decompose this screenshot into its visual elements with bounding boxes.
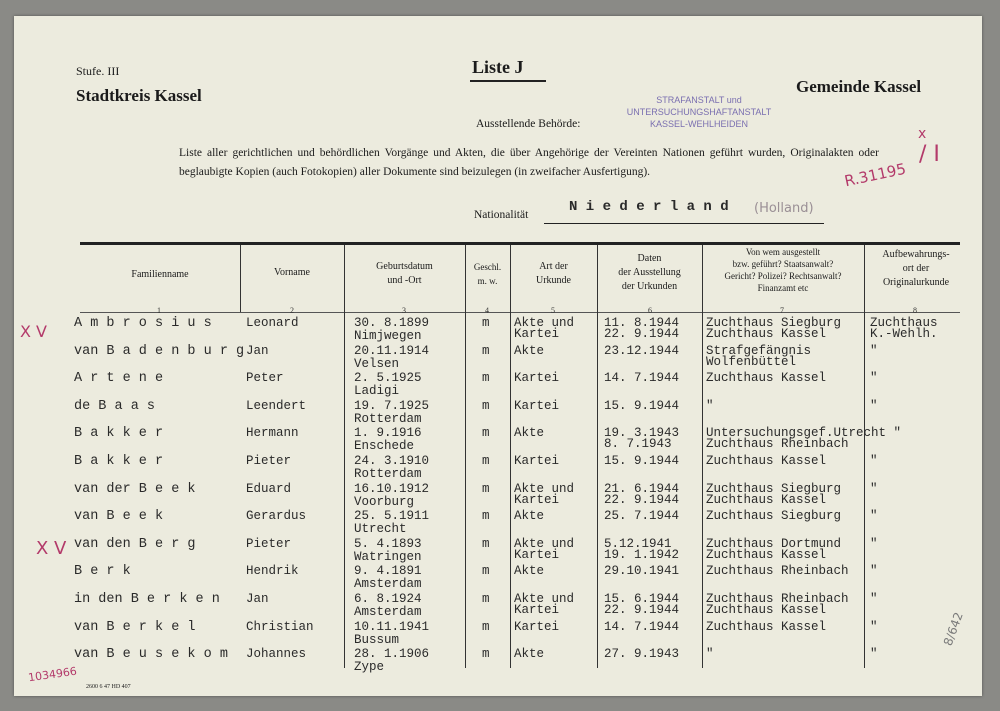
cell-doc1: Akte und bbox=[514, 316, 575, 330]
cell-date1: 15. 9.1944 bbox=[604, 454, 680, 468]
cell-storage: " bbox=[870, 592, 878, 606]
col-number: 2 bbox=[290, 306, 294, 315]
col-header-familienname: Familienname bbox=[131, 269, 189, 280]
cell-sex: m bbox=[482, 481, 490, 496]
cell-issuer2: Wolfenbüttel bbox=[706, 354, 797, 369]
col-divider bbox=[510, 245, 511, 668]
cell-issuer1: Zuchthaus Siegburg bbox=[706, 509, 842, 524]
cell-issuer2: Zuchthaus Kassel bbox=[706, 603, 827, 617]
stufe-label: Stufe. III bbox=[76, 64, 120, 78]
cell-storage: " bbox=[870, 564, 878, 579]
cell-date2: 22. 9.1944 bbox=[604, 492, 680, 507]
behoerde-label: Ausstellende Behörde: bbox=[476, 118, 581, 130]
cell-issuer2: Zuchthaus Kassel bbox=[706, 327, 827, 341]
cell-date1: 5.12.1941 bbox=[604, 536, 672, 551]
cell-sex: m bbox=[482, 619, 490, 634]
cell-sex: m bbox=[482, 536, 490, 551]
cell-date1: 21. 6.1944 bbox=[604, 481, 680, 496]
col-number: 6 bbox=[648, 306, 652, 315]
col-number: 4 bbox=[485, 306, 489, 315]
cell-birth-place: Amsterdam bbox=[354, 577, 422, 592]
cell-birth-place: Enschede bbox=[354, 439, 415, 454]
col-divider bbox=[702, 245, 703, 668]
cell-first: Pieter bbox=[246, 536, 292, 551]
cell-birth-date: 28. 1.1906 bbox=[354, 647, 430, 662]
table-top-rule bbox=[80, 242, 960, 245]
cell-family: B a k k e r bbox=[74, 426, 164, 442]
cell-issuer1: Zuchthaus Siegburg bbox=[706, 316, 842, 330]
cell-storage: " bbox=[870, 398, 878, 413]
cell-birth-place: Nimjwegen bbox=[354, 329, 422, 343]
cell-issuer1: Zuchthaus Kassel bbox=[706, 454, 827, 468]
print-footer: 2600 6 47 HD 407 bbox=[86, 684, 131, 690]
cell-date1: 11. 8.1944 bbox=[604, 316, 680, 330]
cell-birth-place: Zype bbox=[354, 660, 385, 675]
header-bottom-rule bbox=[80, 312, 960, 313]
document-title: Liste J bbox=[472, 57, 524, 77]
cell-first: Hendrik bbox=[246, 564, 299, 579]
cell-birth-place: Rotterdam bbox=[354, 467, 422, 481]
cell-date1: 25. 7.1944 bbox=[604, 509, 680, 524]
cell-date1: 14. 7.1944 bbox=[604, 619, 680, 634]
cell-doc2: Kartei bbox=[514, 603, 560, 617]
cell-issuer1: Zuchthaus Siegburg bbox=[706, 481, 842, 496]
cell-birth-place: Amsterdam bbox=[354, 605, 422, 619]
nationality-value: N i e d e r l a n d bbox=[569, 199, 729, 215]
cell-birth-date: 2. 5.1925 bbox=[354, 371, 422, 386]
cell-birth-place: Bussum bbox=[354, 632, 400, 647]
cell-sex: m bbox=[482, 564, 490, 579]
cell-first: Leonard bbox=[246, 316, 299, 330]
cell-first: Gerardus bbox=[246, 509, 307, 524]
cell-storage: " bbox=[870, 371, 878, 386]
cell-date1: 19. 3.1943 bbox=[604, 426, 680, 441]
list-description: Liste aller gerichtlichen und behördlichen Vorgänge und Akten, die über Angehörige der Vereinten Nationen geführt wurden, Originalakten oder beglaubigte Kopien (auch Fotokopien) aller Dokumente sind beizulegen (in zweifacher Ausfertigung). bbox=[179, 147, 879, 178]
nationality-note: (Holland) bbox=[754, 201, 814, 216]
cell-storage2: K.-Wehlh. bbox=[870, 327, 938, 341]
margin-check-mark: X V bbox=[20, 322, 47, 341]
col-number: 1 bbox=[157, 306, 161, 315]
cell-sex: m bbox=[482, 398, 490, 413]
cell-birth-date: 9. 4.1891 bbox=[354, 564, 422, 579]
cell-birth-date: 1. 9.1916 bbox=[354, 426, 422, 441]
cell-date2: 22. 9.1944 bbox=[604, 327, 680, 341]
cell-date2: 19. 1.1942 bbox=[604, 547, 680, 562]
cell-storage: " bbox=[870, 481, 878, 496]
cell-storage: " bbox=[870, 619, 878, 634]
col-number: 7 bbox=[780, 306, 784, 315]
cell-date2: 22. 9.1944 bbox=[604, 603, 680, 617]
cell-family: van B e r k e l bbox=[74, 619, 196, 635]
cell-birth-date: 25. 5.1911 bbox=[354, 509, 430, 524]
cell-family: de B a a s bbox=[74, 398, 156, 414]
cell-birth-place: Utrecht bbox=[354, 522, 407, 537]
cell-family: van den B e r g bbox=[74, 536, 196, 552]
cell-doc1: Akte bbox=[514, 426, 545, 441]
cell-doc1: Akte und bbox=[514, 592, 575, 606]
cell-doc1: Akte bbox=[514, 647, 545, 662]
cell-first: Jan bbox=[246, 343, 269, 358]
cell-doc2: Kartei bbox=[514, 492, 560, 507]
cell-birth-place: Ladigi bbox=[354, 384, 400, 399]
cell-family: B e r k bbox=[74, 564, 131, 580]
cell-family: van B e e k bbox=[74, 509, 164, 525]
col-header-aufbewahrung: Aufbewahrungs- ort der Originalurkunde bbox=[882, 249, 950, 288]
cell-storage: " bbox=[870, 343, 878, 358]
cell-date1: 27. 9.1943 bbox=[604, 647, 680, 662]
cell-sex: m bbox=[482, 509, 490, 524]
stamp-line-2: UNTERSUCHUNGSHAFTANSTALT bbox=[626, 107, 772, 117]
stamp-line-1: STRAFANSTALT und bbox=[656, 95, 742, 105]
cell-sex: m bbox=[482, 426, 490, 441]
col-header-vorname: Vorname bbox=[274, 267, 310, 278]
cell-issuer1: " bbox=[706, 647, 714, 662]
cell-birth-place: Watringen bbox=[354, 549, 422, 564]
cell-issuer1: " bbox=[706, 398, 714, 413]
cell-family: in den B e r k e n bbox=[74, 592, 220, 607]
cell-birth-date: 30. 8.1899 bbox=[354, 316, 430, 330]
cell-issuer1: Zuchthaus Kassel bbox=[706, 619, 827, 634]
reference-x-mark: x bbox=[918, 126, 927, 142]
cell-issuer1: Strafgefängnis bbox=[706, 343, 812, 358]
cell-storage: " bbox=[870, 647, 878, 662]
cell-doc1: Kartei bbox=[514, 454, 560, 468]
nationality-underline bbox=[544, 223, 824, 224]
cell-date1: 29.10.1941 bbox=[604, 564, 680, 579]
cell-sex: m bbox=[482, 647, 490, 662]
cell-doc2: Kartei bbox=[514, 327, 560, 341]
cell-first: Pieter bbox=[246, 454, 292, 468]
col-header-aussteller: Von wem ausgestellt bzw. geführt? Staatsanwalt? Gericht? Polizei? Rechtsanwalt? Finanzamt etc bbox=[724, 247, 842, 293]
cell-issuer2: Zuchthaus Rheinbach bbox=[706, 437, 849, 452]
cell-doc1: Akte bbox=[514, 509, 545, 524]
cell-birth-date: 24. 3.1910 bbox=[354, 454, 430, 468]
col-divider bbox=[864, 245, 865, 668]
cell-first: Christian bbox=[246, 619, 314, 634]
nationality-label: Nationalität bbox=[474, 209, 529, 221]
gemeinde-label: Gemeinde Kassel bbox=[796, 77, 922, 96]
cell-sex: m bbox=[482, 316, 490, 330]
col-divider bbox=[597, 245, 598, 668]
cell-birth-place: Rotterdam bbox=[354, 411, 422, 426]
cell-first: Jan bbox=[246, 592, 269, 606]
cell-birth-date: 19. 7.1925 bbox=[354, 398, 430, 413]
cell-doc1: Akte bbox=[514, 343, 545, 358]
cell-birth-date: 5. 4.1893 bbox=[354, 536, 422, 551]
cell-storage: " bbox=[870, 509, 878, 524]
margin-check-mark: X V bbox=[36, 538, 67, 559]
cell-doc1: Kartei bbox=[514, 371, 560, 386]
cell-family: van der B e e k bbox=[74, 481, 196, 497]
cell-doc1: Kartei bbox=[514, 398, 560, 413]
cell-doc1: Akte und bbox=[514, 536, 575, 551]
cell-date1: 15. 9.1944 bbox=[604, 398, 680, 413]
cell-family: A m b r o s i u s bbox=[74, 316, 212, 331]
cell-family: A r t e n e bbox=[74, 371, 164, 387]
cell-date1: 15. 6.1944 bbox=[604, 592, 680, 606]
cell-doc1: Akte bbox=[514, 564, 545, 579]
cell-date1: 14. 7.1944 bbox=[604, 371, 680, 386]
cell-family: van B e u s e k o m bbox=[74, 647, 228, 663]
cell-issuer1: Zuchthaus Kassel bbox=[706, 371, 827, 386]
document-page bbox=[14, 16, 982, 696]
cell-birth-place: Voorburg bbox=[354, 494, 415, 509]
col-header-geburt: Geburtsdatum und -Ort bbox=[376, 261, 433, 286]
col-number: 3 bbox=[402, 306, 406, 315]
cell-issuer1: Zuchthaus Rheinbach bbox=[706, 564, 849, 579]
cell-issuer1: Zuchthaus Dortmund bbox=[706, 536, 842, 551]
col-number: 8 bbox=[913, 306, 917, 315]
institution-stamp bbox=[624, 94, 774, 130]
cell-first: Eduard bbox=[246, 481, 292, 496]
cell-first: Hermann bbox=[246, 426, 299, 441]
cell-birth-date: 20.11.1914 bbox=[354, 343, 430, 358]
cell-first: Leendert bbox=[246, 398, 307, 413]
archive-number: 1034966 bbox=[27, 664, 78, 685]
cell-sex: m bbox=[482, 454, 490, 468]
cell-doc1: Akte und bbox=[514, 481, 575, 496]
col-header-geschlecht: Geschl. m. w. bbox=[473, 262, 502, 286]
reference-roman: / I bbox=[919, 142, 940, 167]
cell-date1: 23.12.1944 bbox=[604, 343, 680, 358]
stadtkreis-label: Stadtkreis Kassel bbox=[76, 86, 202, 105]
side-number: 8/642 bbox=[940, 610, 966, 648]
cell-birth-place: Velsen bbox=[354, 356, 400, 371]
cell-first: Johannes bbox=[246, 647, 307, 662]
cell-sex: m bbox=[482, 592, 490, 606]
cell-date2: 8. 7.1943 bbox=[604, 437, 672, 452]
cell-storage: " bbox=[870, 454, 878, 468]
stamp-line-3: KASSEL-WEHLHEIDEN bbox=[649, 119, 749, 129]
cell-birth-date: 16.10.1912 bbox=[354, 481, 430, 496]
col-header-daten: Daten der Ausstellung der Urkunden bbox=[618, 253, 681, 292]
cell-first: Peter bbox=[246, 371, 284, 386]
reference-number: R.31195 bbox=[842, 159, 908, 191]
cell-issuer1: Zuchthaus Rheinbach bbox=[706, 592, 849, 606]
title-underline bbox=[470, 80, 546, 82]
cell-family: van B a d e n b u r g bbox=[74, 343, 245, 359]
cell-doc2: Kartei bbox=[514, 547, 560, 562]
cell-sex: m bbox=[482, 343, 490, 358]
cell-birth-date: 10.11.1941 bbox=[354, 619, 430, 634]
cell-storage: Zuchthaus bbox=[870, 316, 938, 330]
cell-birth-date: 6. 8.1924 bbox=[354, 592, 422, 606]
col-header-art: Art der Urkunde bbox=[536, 261, 571, 286]
cell-sex: m bbox=[482, 371, 490, 386]
cell-storage: " bbox=[870, 536, 878, 551]
col-number: 5 bbox=[551, 306, 555, 315]
col-divider bbox=[465, 245, 466, 668]
cell-issuer1: Untersuchungsgef.Utrecht " bbox=[706, 426, 902, 441]
cell-issuer2: Zuchthaus Kassel bbox=[706, 492, 827, 507]
cell-family: B a k k e r bbox=[74, 454, 164, 469]
cell-doc1: Kartei bbox=[514, 619, 560, 634]
cell-issuer2: Zuchthaus Kassel bbox=[706, 547, 827, 562]
col-divider bbox=[344, 245, 345, 668]
